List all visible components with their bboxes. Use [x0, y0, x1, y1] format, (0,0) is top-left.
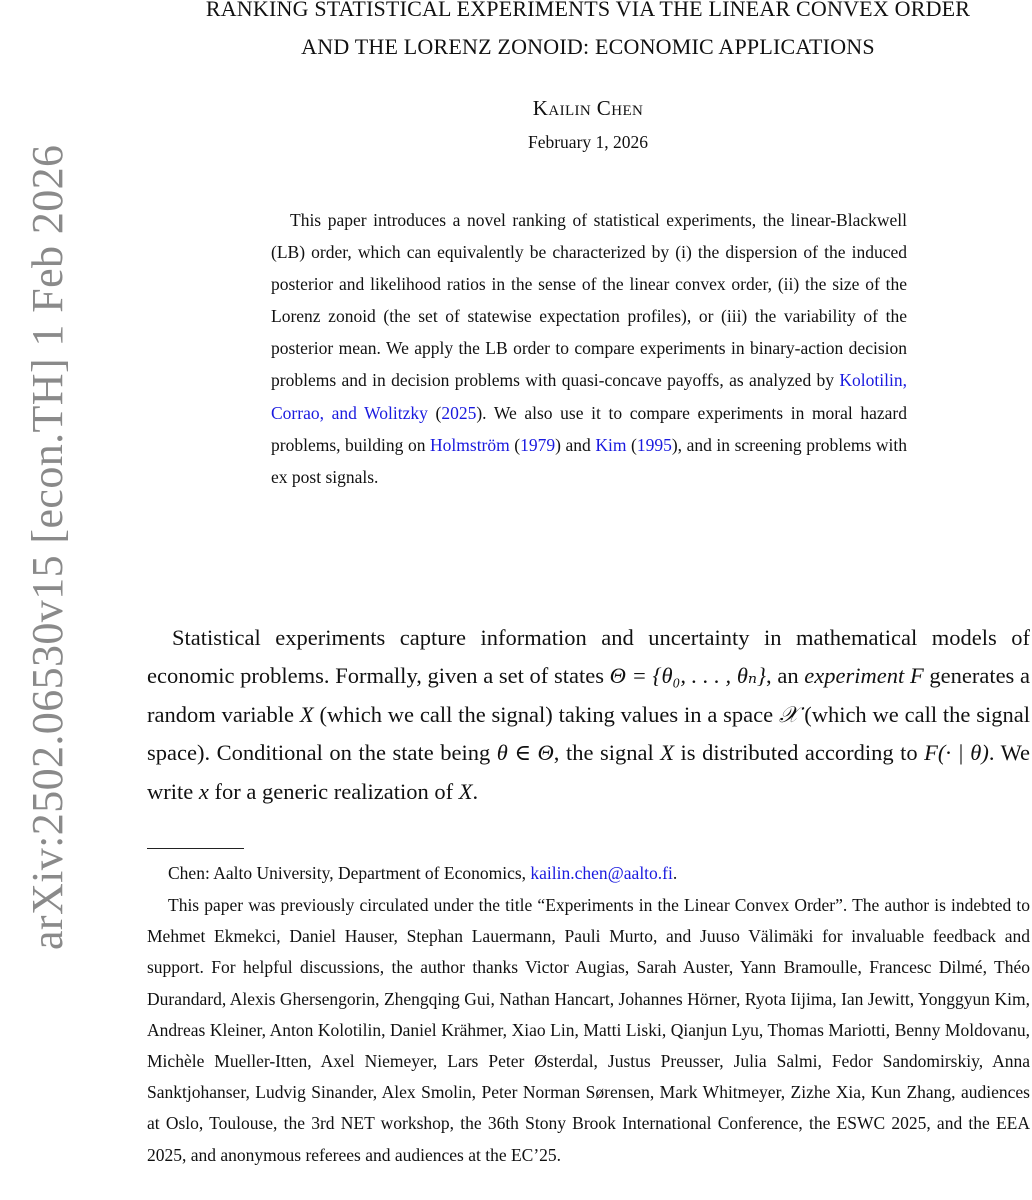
math-X: X: [458, 778, 473, 804]
citation-kim-year[interactable]: 1995: [636, 434, 672, 455]
math-X: X: [660, 740, 675, 766]
arxiv-identifier: arXiv:2502.06530v15 [econ.TH] 1 Feb 2026: [23, 144, 72, 950]
math-signal-space: 𝒳: [779, 701, 799, 727]
body-text: . We write: [147, 740, 1031, 804]
paper-title-line-1: RANKING STATISTICAL EXPERIMENTS VIA THE LINEAR CONVEX ORDER: [205, 0, 971, 21]
body-text: .: [472, 778, 479, 804]
citation-kolotilin-authors[interactable]: Kolotilin, Corrao, and Wolitzky: [271, 370, 907, 423]
abstract-text: ), and in screening problems with ex post signals.: [271, 434, 908, 487]
citation-holmstrom-year[interactable]: 1979: [520, 434, 556, 455]
arxiv-sidebar: [0, 0, 72, 1200]
footnote-divider: [147, 848, 244, 849]
paper-title-line-2: AND THE LORENZ ZONOID: ECONOMIC APPLICATIONS: [301, 34, 875, 59]
abstract-text: This paper introduces a novel ranking of statistical experiments, the linear-Blackwell (LB) order, which can equivalently be characterized by (i) the dispersion of the induced posterior and likelihood ratios in the sense of the linear convex order, (ii) the size of the Lorenz zonoid (the set of statewise expectation profiles), or (iii) the variability of the posterior mean. We apply the LB order to compare experiments in binary-action decision problems and in decision problems with quasi-concave payoffs, as analyzed by: [271, 210, 907, 391]
abstract: This paper introduces a novel ranking of statistical experiments, the linear-Blackwell (LB) order, which can equivalently be characterized by (i) the dispersion of the induced posterior and likelihood ratios in the sense of the linear convex order, (ii) the size of the Lorenz zonoid (the set of statewise expectation profiles), or (iii) the variability of the posterior mean. We apply the LB order to compare experiments in binary-action decision problems and in decision problems with quasi-concave payoffs, as analyzed by Kolotilin, Corrao, and Wolitzky (2025). We also use it to compare experiments in moral hazard problems, building on Holmström (1979) and Kim (1995), and in screening problems with ex post signals.: [271, 210, 908, 487]
paper-date: February 1, 2026: [527, 132, 649, 152]
math-X: X: [299, 701, 314, 727]
citation-paren: (: [427, 402, 442, 423]
term-experiment: experiment: [804, 663, 905, 689]
footnote-text: Chen: Aalto University, Department of Economics,: [168, 863, 531, 883]
citation-kim-author[interactable]: Kim: [595, 434, 627, 455]
citation-holmstrom-author[interactable]: Holmström: [430, 434, 510, 455]
body-text: , the signal: [553, 740, 661, 766]
body-text: generates a random variable: [147, 663, 1030, 727]
author-email-link[interactable]: kailin.chen@aalto.fi: [530, 863, 673, 883]
math-F: F: [909, 663, 924, 689]
author-name: Kailin Chen: [532, 96, 644, 120]
math-states: Θ = {θ₀, . . . , θₙ}: [609, 663, 767, 689]
citation-paren-close: ).: [476, 402, 487, 423]
footnote-affiliation: [147, 858, 1030, 889]
intro-paragraph: [147, 619, 1030, 811]
body-text: (which we call the signal) taking values in a space: [313, 701, 779, 727]
body-text: (which we call the signal space). Conditional on the state being: [147, 701, 1030, 766]
body-text: for a generic realization of: [208, 778, 459, 804]
footnote-acknowledgements: This paper was previously circulated under the title “Experiments in the Linear Convex Order”. The author is indebted to Mehmet Ekmekci, Daniel Hauser, Stephan Lauermann, Pauli Murto, and Juuso Välimäki for invaluable feedback and support. For helpful discussions, the author thanks Victor Augias, Sarah Auster, Yann Bramoulle, Francesc Dilmé, Théo Durandard, Alexis Ghersengorin, Zhengqing Gui, Nathan Hancart, Johannes Hörner, Ryota Iijima, Ian Jewitt, Yonggyun Kim, Andreas Kleiner, Anton Kolotilin, Daniel Krähmer, Xiao Lin, Matti Liski, Qianjun Lyu, Thomas Mariotti, Benny Moldovanu, Michèle Mueller-Itten, Axel Niemeyer, Lars Peter Østerdal, Justus Preusser, Julia Salmi, Fedor Sandomirskiy, Anna Sanktjohanser, Ludvig Sinander, Alex Smolin, Peter Norman Sørensen, Mark Whitmeyer, Zizhe Xia, Kun Zhang, audiences at Oslo, Toulouse, the 3rd NET workshop, the 36th Stony Brook International Conference, the ESWC 2025, and the EEA 2025, and anonymous referees and audiences at the EC’25.: [147, 895, 1030, 1165]
body-text: is distributed according to: [674, 740, 925, 766]
abstract-text: and: [560, 434, 596, 455]
math-theta: θ ∈ Θ: [496, 740, 554, 766]
citation-kolotilin-year[interactable]: 2025: [441, 402, 477, 423]
body-text: , an: [766, 663, 805, 689]
math-x: x: [198, 778, 209, 804]
math-F-conditional: F(· | θ): [924, 740, 989, 766]
abstract-text: We also use it to compare experiments in moral hazard problems, building on: [271, 402, 908, 455]
footnote-text: .: [672, 863, 678, 883]
body-text: Statistical experiments capture information and uncertainty in mathematical models of economic problems. Formally, given a set of states: [147, 625, 1030, 689]
